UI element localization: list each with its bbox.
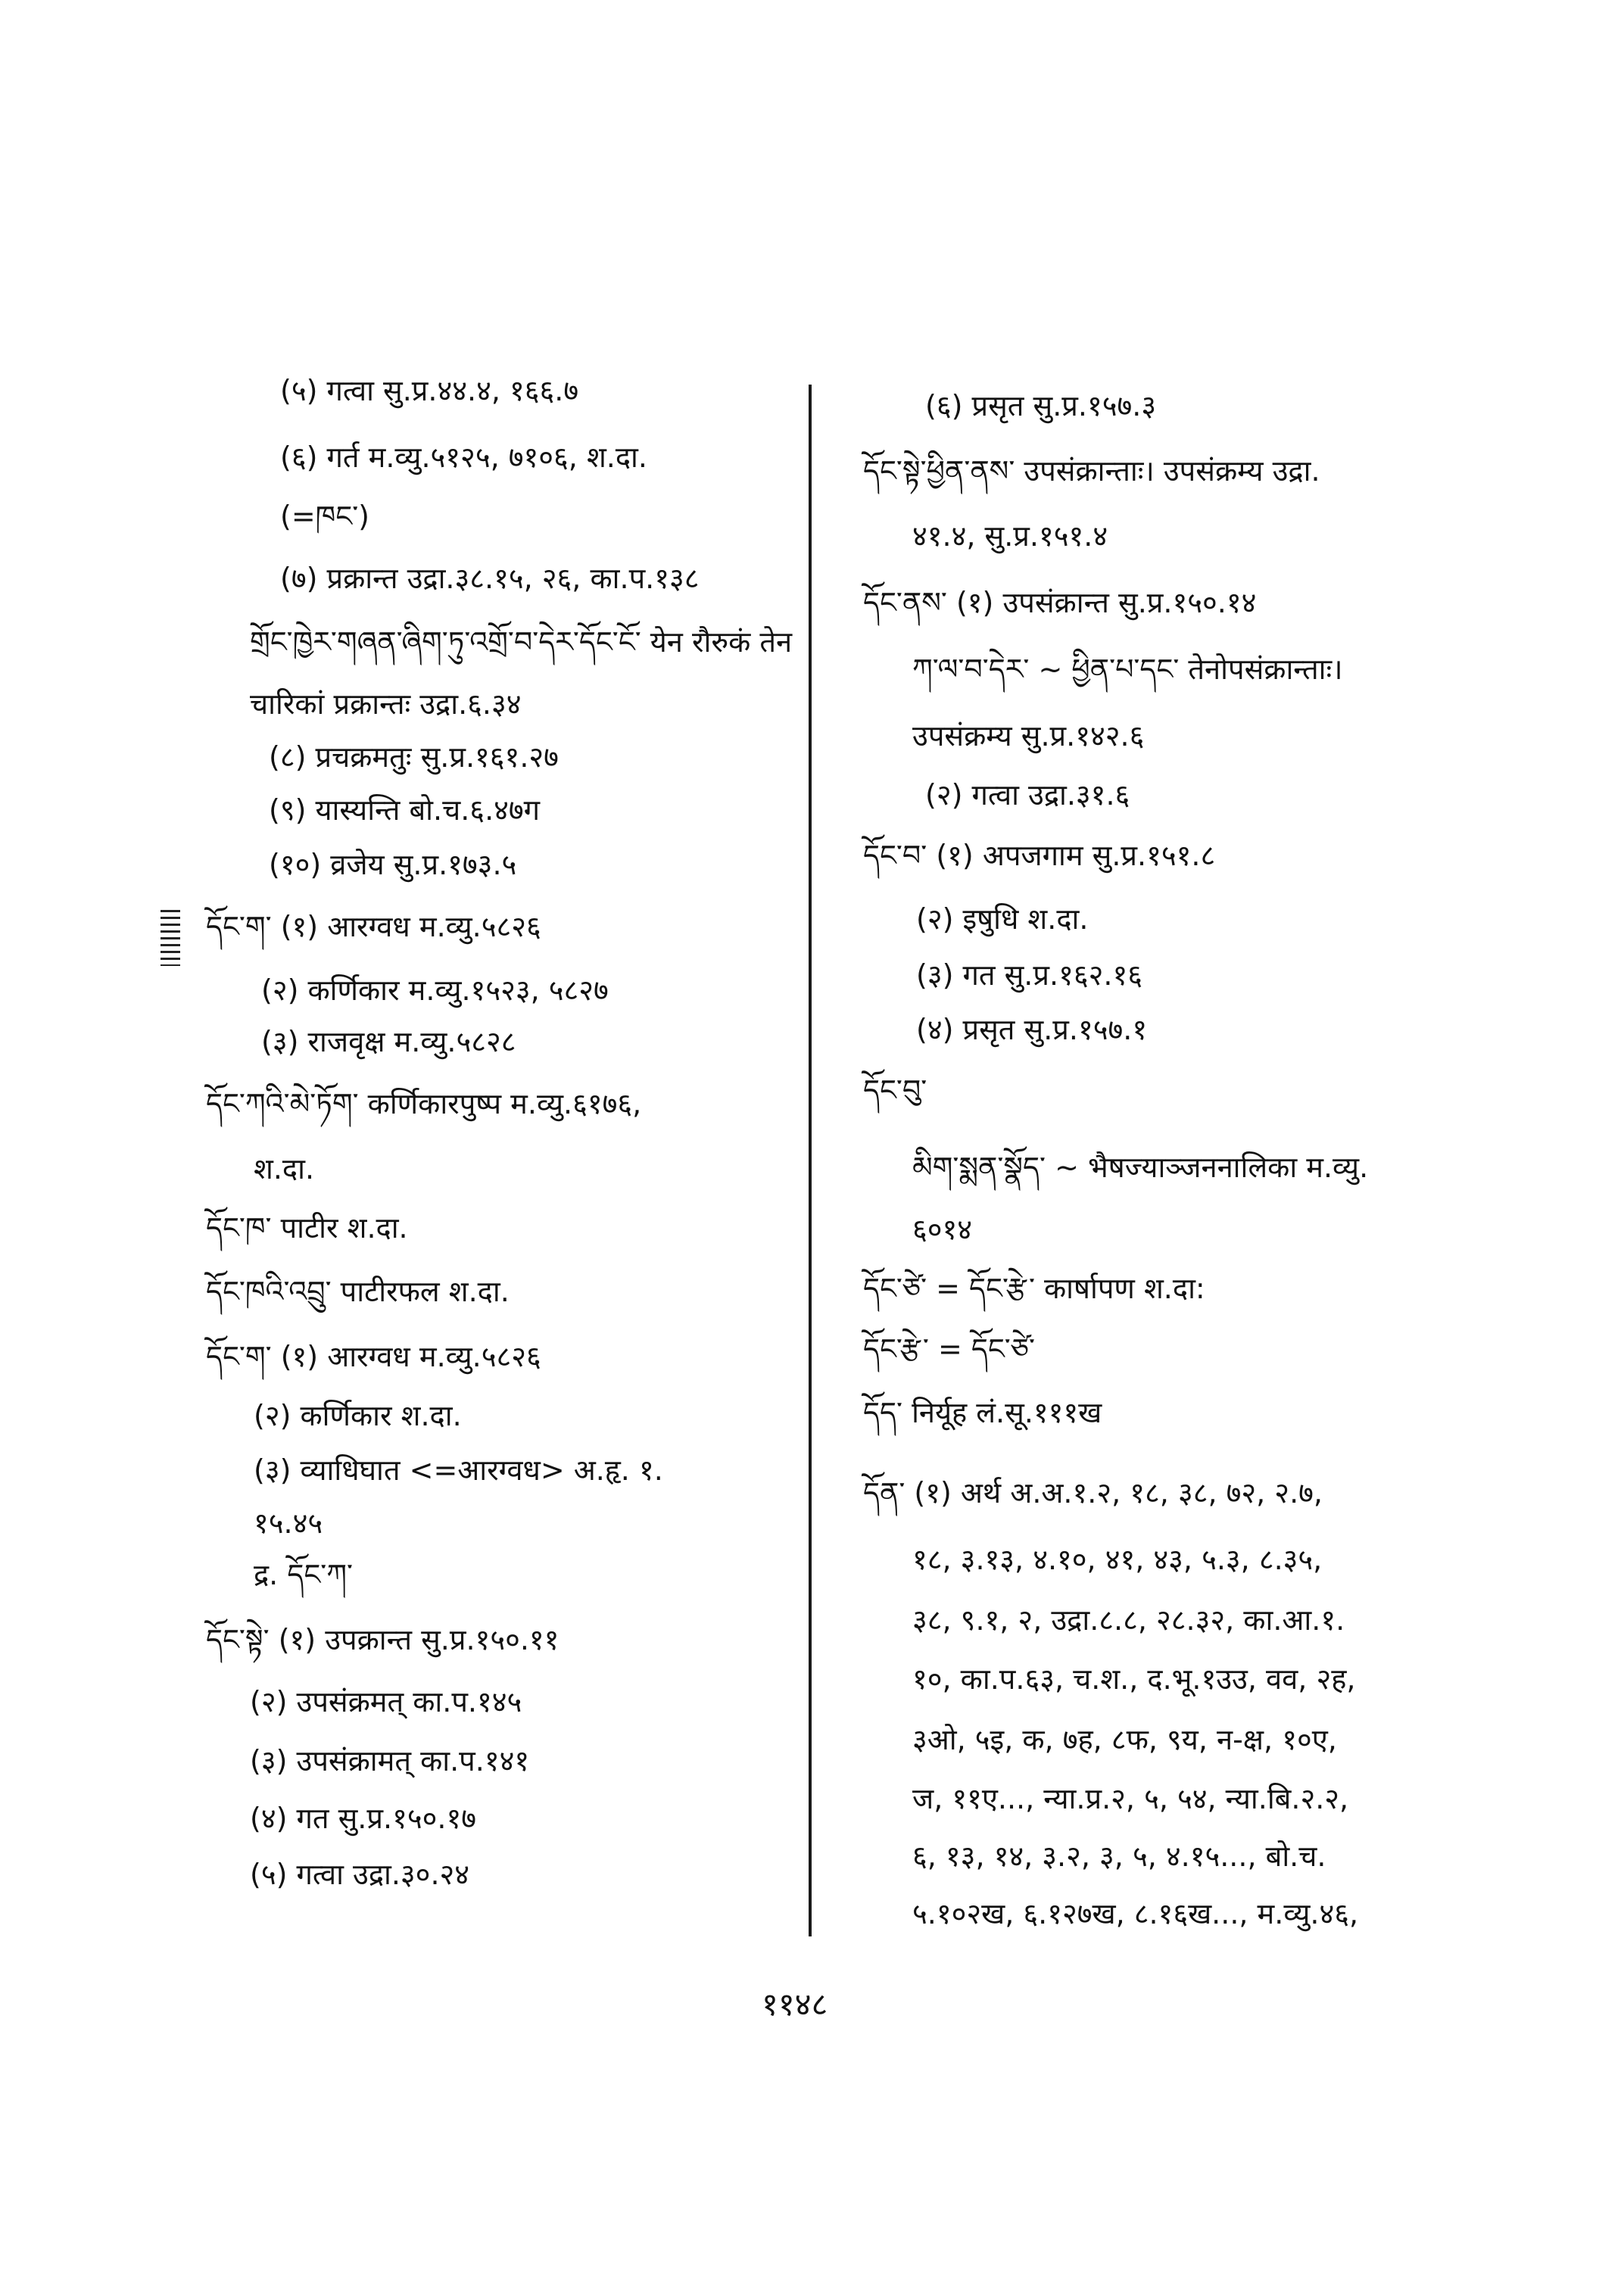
right-entry-line: ६, १३, १४, ३.२, ३, ५, ४.१५..., बो.च. <box>912 1840 1326 1873</box>
right-entry-line: ཀ་ལ་བ་དེར་ ~ ཕྱིན་པ་དང་ तेनोपसंक्रान्ताः। <box>912 653 1343 686</box>
left-entry-line: (२) कर्णिकार म.व्यु.१५२३, ५८२७ <box>261 974 609 1007</box>
right-entry-line: ३८, ९.१, २, उद्रा.८.८, २८.३२, का.आ.१. <box>912 1603 1345 1637</box>
right-entry-line: ४१.४, सु.प्र.१५१.४ <box>912 519 1108 553</box>
right-entry-line: (२) गत्वा उद्रा.३१.६ <box>925 778 1130 812</box>
left-entry-line: (५) गत्वा सु.प्र.४४.४, १६६.७ <box>280 374 579 407</box>
left-entry-line: (१०) व्रजेय सु.प्र.१७३.५ <box>269 848 517 881</box>
left-entry-line: द्र. དོང་ཀ་ <box>254 1558 353 1591</box>
left-entry-line: (८) प्रचक्रमतुः सु.प्र.१६१.२७ <box>269 740 559 774</box>
right-entry-line: དོང་ཙེ་ = དོང་རྩེ་ कार्षापण श.दा: <box>863 1272 1205 1305</box>
right-entry-line: ५.१०२ख, ६.१२७ख, ८.१६ख..., म.व्यु.४६, <box>912 1897 1359 1930</box>
left-entry-line: चारिकां प्रक्रान्तः उद्रा.६.३४ <box>250 687 522 721</box>
right-entry-line: དོང་བ་ (१) अपजगाम सु.प्र.१५१.८ <box>863 839 1216 872</box>
left-entry-line: १५.४५ <box>254 1506 323 1540</box>
margin-marker-glyph <box>161 910 180 966</box>
left-entry-line: श.दा. <box>254 1152 315 1185</box>
left-entry-line: དོང་སྟེ་ (१) उपक्रान्त सु.प्र.१५०.११ <box>206 1623 560 1656</box>
left-entry-line: (२) कर्णिकार श.दा. <box>254 1399 462 1432</box>
left-entry-line: (७) प्रक्रान्त उद्रा.३८.१५, २६, का.प.१३८ <box>280 562 700 595</box>
right-entry-line: དོང་རྩེ་ = དོང་ཙེ་ <box>863 1332 1035 1366</box>
right-entry-line: १८, ३.१३, ४.१०, ४१, ४३, ५.३, ८.३५, <box>912 1543 1323 1576</box>
right-entry-line: (३) गत सु.प्र.१६२.१६ <box>916 958 1142 992</box>
right-entry-line: ३ओ, ५इ, क, ७ह, ८फ, ९य, न-क्ष, १०ए, <box>912 1723 1337 1756</box>
right-entry-line: དོང་བུ་ <box>863 1073 927 1107</box>
right-entry-line: ज, ११ए..., न्या.प्र.२, ५, ५४, न्या.बि.२.२, <box>912 1782 1349 1815</box>
left-entry-line: (३) व्याधिघात <=आरग्वध> अ.हृ. १. <box>254 1453 663 1487</box>
right-entry-line: དོད་ निर्यूह लं.सू.१११ख <box>863 1396 1102 1429</box>
right-entry-line: उपसंक्रम्य सु.प्र.१४२.६ <box>912 719 1145 752</box>
left-entry-line: (=ཁང་) <box>280 500 369 533</box>
left-entry-line: དོང་ཁ་ पाटीर श.दा. <box>206 1211 408 1245</box>
right-entry-line: (२) इषुधि श.दा. <box>916 902 1089 936</box>
left-entry-line: (९) यास्यन्ति बो.च.६.४७ग <box>269 793 541 827</box>
left-entry-line: (२) उपसंक्रमत् का.प.१४५ <box>250 1685 522 1718</box>
right-entry-line: དོང་སྟེ་ཕྱིན་ནས་ उपसंक्रान्ताः। उपसंक्रम्य उद्रा. <box>863 454 1320 488</box>
left-entry-line: དོང་ག་ (१) आरग्वध म.व्यु.५८२६ <box>206 910 541 943</box>
right-entry-line: དོན་ (१) अर्थ अ.अ.१.२, १८, ३८, ७२, २.७, <box>863 1476 1323 1509</box>
left-entry-line: དོང་ག་ (१) आरग्वध म.व्यु.५८२६ <box>206 1340 541 1373</box>
right-entry-line: དོང་ནས་ (१) उपसंक्रान्त सु.प्र.१५०.१४ <box>863 586 1257 619</box>
left-entry-line: (५) गत्वा उद्रा.३०.२४ <box>250 1858 470 1891</box>
right-entry-line: (६) प्रसृत सु.प्र.१५७.३ <box>925 389 1157 422</box>
left-entry-line: (६) गर्त म.व्यु.५१२५, ७१०६, श.दा. <box>280 441 647 474</box>
left-entry-line: གྲོང་ཁྱེར་གཞན་ཞིག་ཏུ་འགྲོ་བ་དེར་དོང་ངོ་ येन रौरुकं तेन <box>250 625 793 659</box>
right-entry-line: (४) प्रसृत सु.प्र.१५७.१ <box>916 1013 1148 1046</box>
column-divider-rule <box>809 385 812 1936</box>
left-entry-line: (३) राजवृक्ष म.व्यु.५८२८ <box>261 1025 516 1058</box>
left-entry-line: (४) गत सु.प्र.१५०.१७ <box>250 1802 476 1835</box>
right-entry-line: ६०१४ <box>912 1213 973 1246</box>
right-entry-line: १०, का.प.६३, च.श., द.भू.१उउ, वव, २ह, <box>912 1662 1356 1696</box>
right-entry-line: མིག་སྨན་སྣོད་ ~ भैषज्याञ्जननालिका म.व्यु. <box>912 1151 1369 1184</box>
left-entry-line: དོང་ཀའི་མེ་ཏོག་ कर्णिकारपुष्प म.व्यु.६१७६, <box>206 1087 642 1120</box>
page-number: ११४८ <box>762 1986 828 2023</box>
left-entry-line: (३) उपसंक्रामत् का.प.१४१ <box>250 1744 530 1777</box>
left-entry-line: དོང་ཁའི་འབྲུ་ पाटीरफल श.दा. <box>206 1275 510 1308</box>
